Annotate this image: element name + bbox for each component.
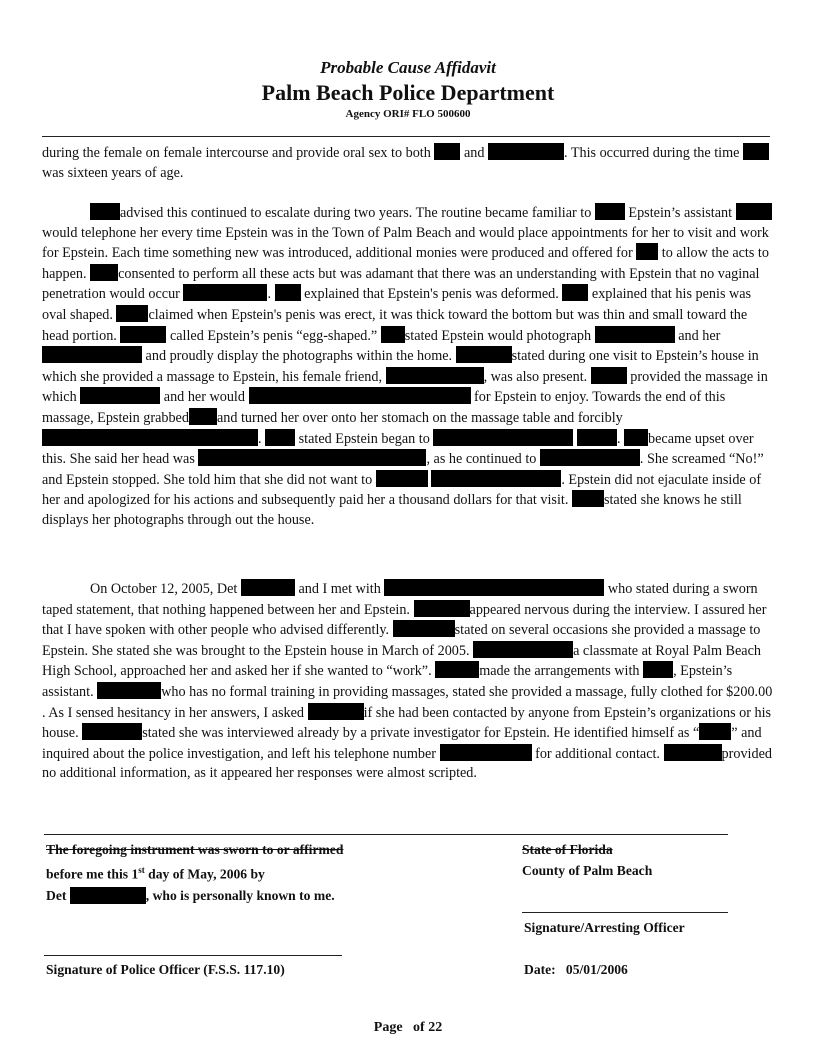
page-number: Page of 22 — [373, 1020, 443, 1035]
header-divider — [42, 136, 770, 137]
sworn-statement — [46, 839, 486, 906]
redaction — [386, 367, 484, 384]
redaction — [540, 449, 640, 466]
redaction — [249, 387, 471, 404]
redaction — [90, 203, 120, 220]
redaction — [116, 305, 148, 322]
det-line: Det , who is personally known to me. — [46, 887, 335, 903]
document-title: Palm Beach Police Department — [261, 80, 555, 105]
redaction — [473, 641, 573, 658]
redaction — [265, 429, 295, 446]
redaction — [384, 579, 604, 596]
redaction — [42, 346, 142, 363]
redaction — [82, 723, 142, 740]
paragraph-3: On October 12, 2005, Det and I met with who stated during a sworn taped statement, that nothing happened between her and Epstein. appeared nervous during the interview. I assured her that I have spoken with other people who advised differently. stated on several occasions she provided a massage to Epstein. She stated she was brought to the Epstein house in March of 2005. a classmate at Royal Palm Beach High School, approached her and asked her if she wanted to “work”. made the arrangements with , Epstein’s assistant. who has no formal training in providing massages, stated she provided a massage, fully clothed for $200.00 . As I sensed hesitancy in her answers, I asked if she had been contacted by anyone from Epstein’s organizations or his house. stated she was interviewed already by a private investigator for Epstein. He identified himself as “ ” and inquired about the police investigation, and left his telephone number for additional contact. provided no additional information, as it appeared her responses were almost scripted. — [42, 581, 773, 782]
sworn-line-2: before me this 1st day of May, 2006 by — [46, 865, 265, 882]
sworn-line-1: The foregoing instrument was sworn to or affirmed — [46, 842, 344, 857]
redaction — [97, 682, 161, 699]
redaction — [433, 429, 573, 446]
arresting-signature-line — [522, 912, 728, 913]
paragraph-2: advised this continued to escalate during two years. The routine became familiar to Epstein’s assistant would telephone her every time Epstein was in the Town of Palm Beach and would place appointments for her to visit and work for Epstein. Each time something new was introduced, additional monies were produced and offered for to allow the acts to happen. consented to perform all these acts but was adamant that there was an understanding with Epstein that no vaginal penetration would occur . explained that Epstein's penis was deformed. explained that his penis was oval shaped. claimed when Epstein's penis was erect, it was thick toward the bottom but was thin and small toward the head portion. called Epstein’s penis “egg-shaped.” stated Epstein would photograph and her and proudly display the photographs within the home. stated during one visit to Epstein’s house in which she provided a massage to Epstein, his female friend, , was also present. provided the massage in which and her would for Epstein to enjoy. Towards the end of this massage, Epstein grabbed and turned her over onto her stomach on the massage table and forcibly . stated Epstein began to . became upset over this. She said her head was , as he continued to . She screamed “No!” and Epstein stopped. She told him that she did not want to . Epstein did not ejaculate inside of her and apologized for his actions and subsequently paid her a thousand dollars for that visit. stated she knows he still displays her photographs through out the house. — [42, 203, 777, 531]
county-label: County of Palm Beach — [522, 863, 653, 878]
police-signature-line — [44, 955, 342, 956]
signature-arresting-officer-label: Signature/Arresting Officer — [524, 920, 685, 935]
redaction — [743, 143, 769, 160]
jurisdiction — [522, 839, 762, 881]
redaction — [591, 367, 627, 384]
redaction — [198, 449, 426, 466]
agency-ori: Agency ORI# FLO 500600 — [345, 108, 471, 120]
redaction — [636, 243, 658, 260]
redaction — [414, 600, 470, 617]
document-subtitle: Probable Cause Affidavit — [320, 58, 496, 77]
redaction — [80, 387, 160, 404]
redaction — [440, 744, 532, 761]
redaction — [699, 723, 731, 740]
redaction — [595, 203, 625, 220]
redaction — [736, 203, 772, 220]
redaction — [241, 579, 295, 596]
redaction — [381, 326, 405, 343]
redaction — [595, 326, 675, 343]
footer-top-rule — [44, 834, 728, 835]
redaction — [572, 490, 604, 507]
redaction — [431, 470, 561, 487]
redaction — [183, 284, 267, 301]
redaction — [643, 661, 673, 678]
redaction — [434, 143, 460, 160]
signature-police-officer-label: Signature of Police Officer (F.S.S. 117.10) — [46, 962, 285, 977]
redaction — [488, 143, 564, 160]
redaction — [562, 284, 588, 301]
date-field: Date: 05/01/2006 — [524, 962, 628, 977]
paragraph-1: during the female on female intercourse and provide oral sex to both and . This occurred during the time was sixteen years of age. — [42, 143, 777, 183]
redaction — [664, 744, 722, 761]
redaction — [393, 620, 455, 637]
redaction — [90, 264, 118, 281]
redaction — [456, 346, 512, 363]
state-label: State of Florida — [522, 842, 613, 857]
redaction — [435, 661, 479, 678]
redaction — [376, 470, 428, 487]
redaction — [42, 429, 258, 446]
redaction — [577, 429, 617, 446]
redaction — [275, 284, 301, 301]
redaction — [308, 703, 364, 720]
date-value: 05/01/2006 — [565, 962, 628, 977]
redaction — [624, 429, 648, 446]
redaction — [120, 326, 166, 343]
redaction — [70, 887, 146, 904]
redaction — [189, 408, 217, 425]
